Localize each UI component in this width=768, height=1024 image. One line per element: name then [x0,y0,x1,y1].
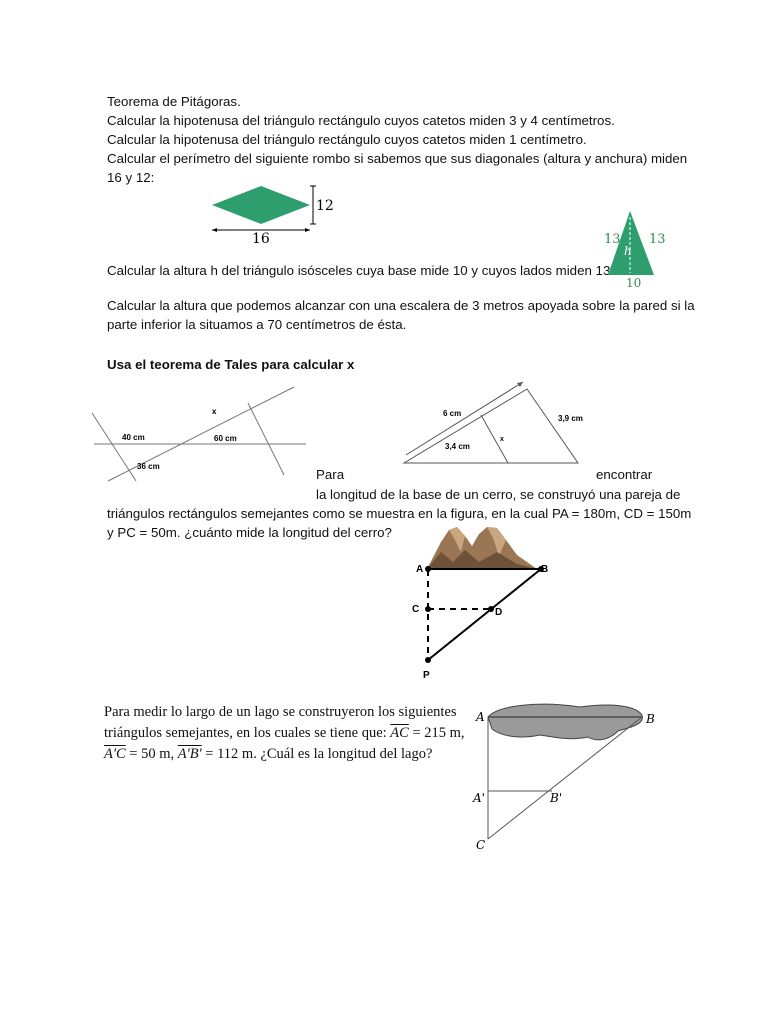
tales-fig2-x: x [500,436,504,443]
mountain-problem-line-3: triángulos rectángulos semejantes como se muestra en la figura, en la cual PA = 180m, CD = 150m [107,506,692,521]
lake-problem-line-1: Para medir lo largo de un lago se construyeron los siguientes [104,704,457,720]
rhombus-shape [212,186,310,224]
tales-fig1-x: x [212,407,217,416]
tales-figure-1 [88,385,313,485]
lake-label-a-prime: A' [473,791,485,805]
tales-fig1-label-a: 40 cm [122,433,145,442]
intro-problem-3-cont: 16 y 12: [107,170,155,185]
segment-apbp: A'B' [177,746,202,762]
mountain-figure [405,522,565,684]
mountain-problem-line-4: y PC = 50m. ¿cuánto mide la longitud del cerro? [107,525,392,540]
mountain-label-d: D [495,607,503,618]
tales-heading: Usa el teorema de Tales para calcular x [107,357,355,372]
lake-problem-line-3: A'C = 50 m, A'B' = 112 m. ¿Cuál es la longitud del lago? [104,746,433,762]
mountain-label-b: B [541,564,549,575]
isosceles-figure [598,205,683,290]
intro-title: Teorema de Pitágoras. [107,94,241,109]
lake-label-c: C [476,838,486,852]
lake-label-a: A [476,710,485,724]
intro-problem-1: Calcular la hipotenusa del triángulo rectángulo cuyos catetos miden 3 y 4 centímetros. [107,113,615,128]
rhombus-width-label: 16 [252,231,270,247]
rhombus-figure [200,180,340,250]
ladder-problem: Calcular la altura que podemos alcanzar con una escalera de 3 metros apoyada sobre la pared si la [107,298,695,313]
tales-fig1-label-c: 36 cm [137,462,160,471]
mountain-word-para: Para [316,467,345,482]
ladder-problem-cont: parte inferior la situamos a 70 centímetros de ésta. [107,317,407,332]
isosceles-right-label: 13 [649,232,666,247]
lake-label-b: B [646,712,655,726]
rhombus-height-label: 12 [316,198,334,214]
isosceles-base-label: 10 [626,276,642,290]
isosceles-left-label: 13 [604,232,621,247]
intro-problem-3: Calcular el perímetro del siguiente rombo si sabemos que sus diagonales (altura y anchura) miden [107,151,688,166]
lake-figure [470,695,670,855]
mountain-word-encontrar: encontrar [596,467,653,482]
tales-figure-2 [396,375,591,470]
mountain-label-p: P [423,670,430,681]
mountain-label-c: C [412,604,420,615]
mountain-problem-line-2: la longitud de la base de un cerro, se construyó una pareja de [316,487,681,502]
isosceles-problem: Calcular la altura h del triángulo isósceles cuya base mide 10 y cuyos lados miden 13 [107,263,611,278]
segment-ac: $\overline{AC}$ [390,725,409,741]
mountain-label-a: A [416,564,424,575]
tales-fig2-label-a: 6 cm [443,409,462,418]
tales-fig1-label-b: 60 cm [214,434,237,443]
lake-label-b-prime: B' [550,791,563,805]
intro-problem-2: Calcular la hipotenusa del triángulo rectángulo cuyos catetos miden 1 centímetro. [107,132,587,147]
lake-problem-line-2: triángulos semejantes, en los cuales se tiene que: $\overline{AC} = 215$ m, [104,725,465,741]
segment-apc: A'C [104,746,126,762]
tales-fig2-label-b: 3,9 cm [558,414,583,423]
isosceles-h-label: h [624,244,632,258]
tales-fig2-label-c: 3,4 cm [445,442,470,451]
